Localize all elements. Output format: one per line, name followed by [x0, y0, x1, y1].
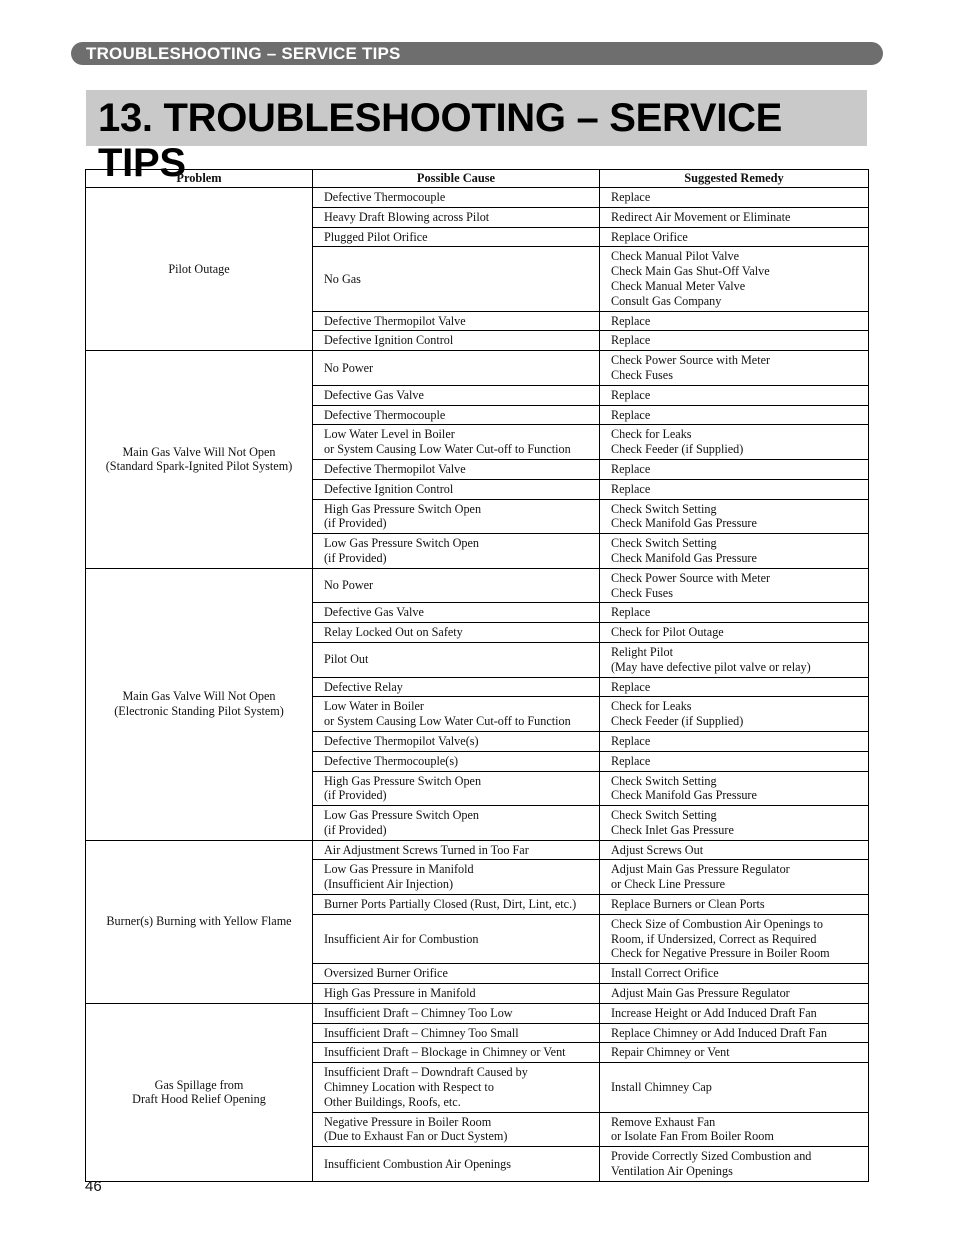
cause-cell: Defective Thermopilot Valve: [313, 311, 600, 331]
remedy-cell: Replace: [600, 751, 869, 771]
cause-cell: Negative Pressure in Boiler Room (Due to Exhaust Fan or Duct System): [313, 1112, 600, 1147]
cause-cell: Air Adjustment Screws Turned in Too Far: [313, 840, 600, 860]
remedy-cell: Install Correct Orifice: [600, 964, 869, 984]
cause-cell: Insufficient Draft – Chimney Too Low: [313, 1003, 600, 1023]
running-header-title: TROUBLESHOOTING – SERVICE TIPS: [86, 44, 401, 63]
cause-cell: Defective Thermocouple(s): [313, 751, 600, 771]
remedy-cell: Check Power Source with Meter Check Fuses: [600, 351, 869, 386]
remedy-cell: Replace: [600, 331, 869, 351]
problem-cell: Gas Spillage from Draft Hood Relief Opening: [86, 1003, 313, 1181]
remedy-cell: Check Power Source with Meter Check Fuses: [600, 568, 869, 603]
cause-cell: No Power: [313, 351, 600, 386]
table-row: [86, 188, 869, 208]
cause-cell: No Power: [313, 568, 600, 603]
cause-cell: Low Gas Pressure Switch Open (if Provided): [313, 534, 600, 569]
cause-cell: Defective Thermocouple: [313, 188, 600, 208]
remedy-cell: Replace: [600, 311, 869, 331]
remedy-cell: Adjust Screws Out: [600, 840, 869, 860]
cause-cell: Insufficient Draft – Downdraft Caused by Chimney Location with Respect to Other Buildings, Roofs, etc.: [313, 1063, 600, 1112]
remedy-cell: Replace: [600, 479, 869, 499]
cause-cell: Low Gas Pressure Switch Open (if Provided): [313, 806, 600, 841]
remedy-cell: Relight Pilot (May have defective pilot valve or relay): [600, 642, 869, 677]
remedy-cell: Replace: [600, 603, 869, 623]
cause-cell: Oversized Burner Orifice: [313, 964, 600, 984]
remedy-cell: Check Switch Setting Check Inlet Gas Pressure: [600, 806, 869, 841]
cause-cell: Burner Ports Partially Closed (Rust, Dirt, Lint, etc.): [313, 895, 600, 915]
troubleshooting-table: [85, 169, 869, 1182]
section-title: 13. TROUBLESHOOTING – SERVICE TIPS: [98, 96, 783, 185]
problem-cell: Burner(s) Burning with Yellow Flame: [86, 840, 313, 1003]
table-row: [86, 351, 869, 386]
cause-cell: Low Water in Boiler or System Causing Low Water Cut-off to Function: [313, 697, 600, 732]
remedy-cell: Replace: [600, 188, 869, 208]
cause-cell: Defective Thermocouple: [313, 405, 600, 425]
remedy-cell: Redirect Air Movement or Eliminate: [600, 207, 869, 227]
cause-cell: Low Water Level in Boiler or System Causing Low Water Cut-off to Function: [313, 425, 600, 460]
column-header-cause: Possible Cause: [313, 170, 600, 188]
cause-cell: Defective Gas Valve: [313, 603, 600, 623]
remedy-cell: Replace: [600, 459, 869, 479]
remedy-cell: Install Chimney Cap: [600, 1063, 869, 1112]
cause-cell: Pilot Out: [313, 642, 600, 677]
remedy-cell: Replace: [600, 731, 869, 751]
remedy-cell: Replace Orifice: [600, 227, 869, 247]
table-row: [86, 568, 869, 603]
cause-cell: Defective Ignition Control: [313, 331, 600, 351]
problem-cell: Main Gas Valve Will Not Open (Electronic Standing Pilot System): [86, 568, 313, 840]
cause-cell: High Gas Pressure in Manifold: [313, 984, 600, 1004]
remedy-cell: Replace: [600, 385, 869, 405]
cause-cell: Low Gas Pressure in Manifold (Insufficient Air Injection): [313, 860, 600, 895]
cause-cell: Insufficient Draft – Chimney Too Small: [313, 1023, 600, 1043]
remedy-cell: Check Switch Setting Check Manifold Gas Pressure: [600, 534, 869, 569]
remedy-cell: Adjust Main Gas Pressure Regulator: [600, 984, 869, 1004]
remedy-cell: Check Switch Setting Check Manifold Gas Pressure: [600, 499, 869, 534]
problem-cell: Main Gas Valve Will Not Open (Standard Spark-Ignited Pilot System): [86, 351, 313, 569]
cause-cell: Plugged Pilot Orifice: [313, 227, 600, 247]
remedy-cell: Provide Correctly Sized Combustion and Ventilation Air Openings: [600, 1147, 869, 1182]
running-header: [71, 42, 883, 65]
cause-cell: No Gas: [313, 247, 600, 311]
table-body: [86, 188, 869, 1182]
remedy-cell: Remove Exhaust Fan or Isolate Fan From Boiler Room: [600, 1112, 869, 1147]
table-row: [86, 840, 869, 860]
column-header-remedy: Suggested Remedy: [600, 170, 869, 188]
remedy-cell: Adjust Main Gas Pressure Regulator or Check Line Pressure: [600, 860, 869, 895]
table-header-row: [86, 170, 869, 188]
remedy-cell: Increase Height or Add Induced Draft Fan: [600, 1003, 869, 1023]
cause-cell: Insufficient Air for Combustion: [313, 914, 600, 963]
cause-cell: Heavy Draft Blowing across Pilot: [313, 207, 600, 227]
cause-cell: Defective Gas Valve: [313, 385, 600, 405]
problem-cell: Pilot Outage: [86, 188, 313, 351]
cause-cell: High Gas Pressure Switch Open (if Provided): [313, 771, 600, 806]
remedy-cell: Replace: [600, 405, 869, 425]
remedy-cell: Replace Chimney or Add Induced Draft Fan: [600, 1023, 869, 1043]
remedy-cell: Replace: [600, 677, 869, 697]
remedy-cell: Check Size of Combustion Air Openings to Room, if Undersized, Correct as Required Check for Negative Pressure in Boiler Room: [600, 914, 869, 963]
cause-cell: Insufficient Draft – Blockage in Chimney or Vent: [313, 1043, 600, 1063]
remedy-cell: Check Manual Pilot Valve Check Main Gas Shut-Off Valve Check Manual Meter Valve Consult Gas Company: [600, 247, 869, 311]
page-number: 46: [85, 1178, 102, 1195]
remedy-cell: Replace Burners or Clean Ports: [600, 895, 869, 915]
cause-cell: Relay Locked Out on Safety: [313, 623, 600, 643]
column-header-problem: Problem: [86, 170, 313, 188]
remedy-cell: Repair Chimney or Vent: [600, 1043, 869, 1063]
cause-cell: Defective Relay: [313, 677, 600, 697]
cause-cell: Defective Thermopilot Valve(s): [313, 731, 600, 751]
cause-cell: Insufficient Combustion Air Openings: [313, 1147, 600, 1182]
cause-cell: Defective Ignition Control: [313, 479, 600, 499]
remedy-cell: Check for Leaks Check Feeder (if Supplied): [600, 697, 869, 732]
remedy-cell: Check Switch Setting Check Manifold Gas Pressure: [600, 771, 869, 806]
remedy-cell: Check for Pilot Outage: [600, 623, 869, 643]
table-row: [86, 1003, 869, 1023]
cause-cell: High Gas Pressure Switch Open (if Provided): [313, 499, 600, 534]
cause-cell: Defective Thermopilot Valve: [313, 459, 600, 479]
remedy-cell: Check for Leaks Check Feeder (if Supplied): [600, 425, 869, 460]
